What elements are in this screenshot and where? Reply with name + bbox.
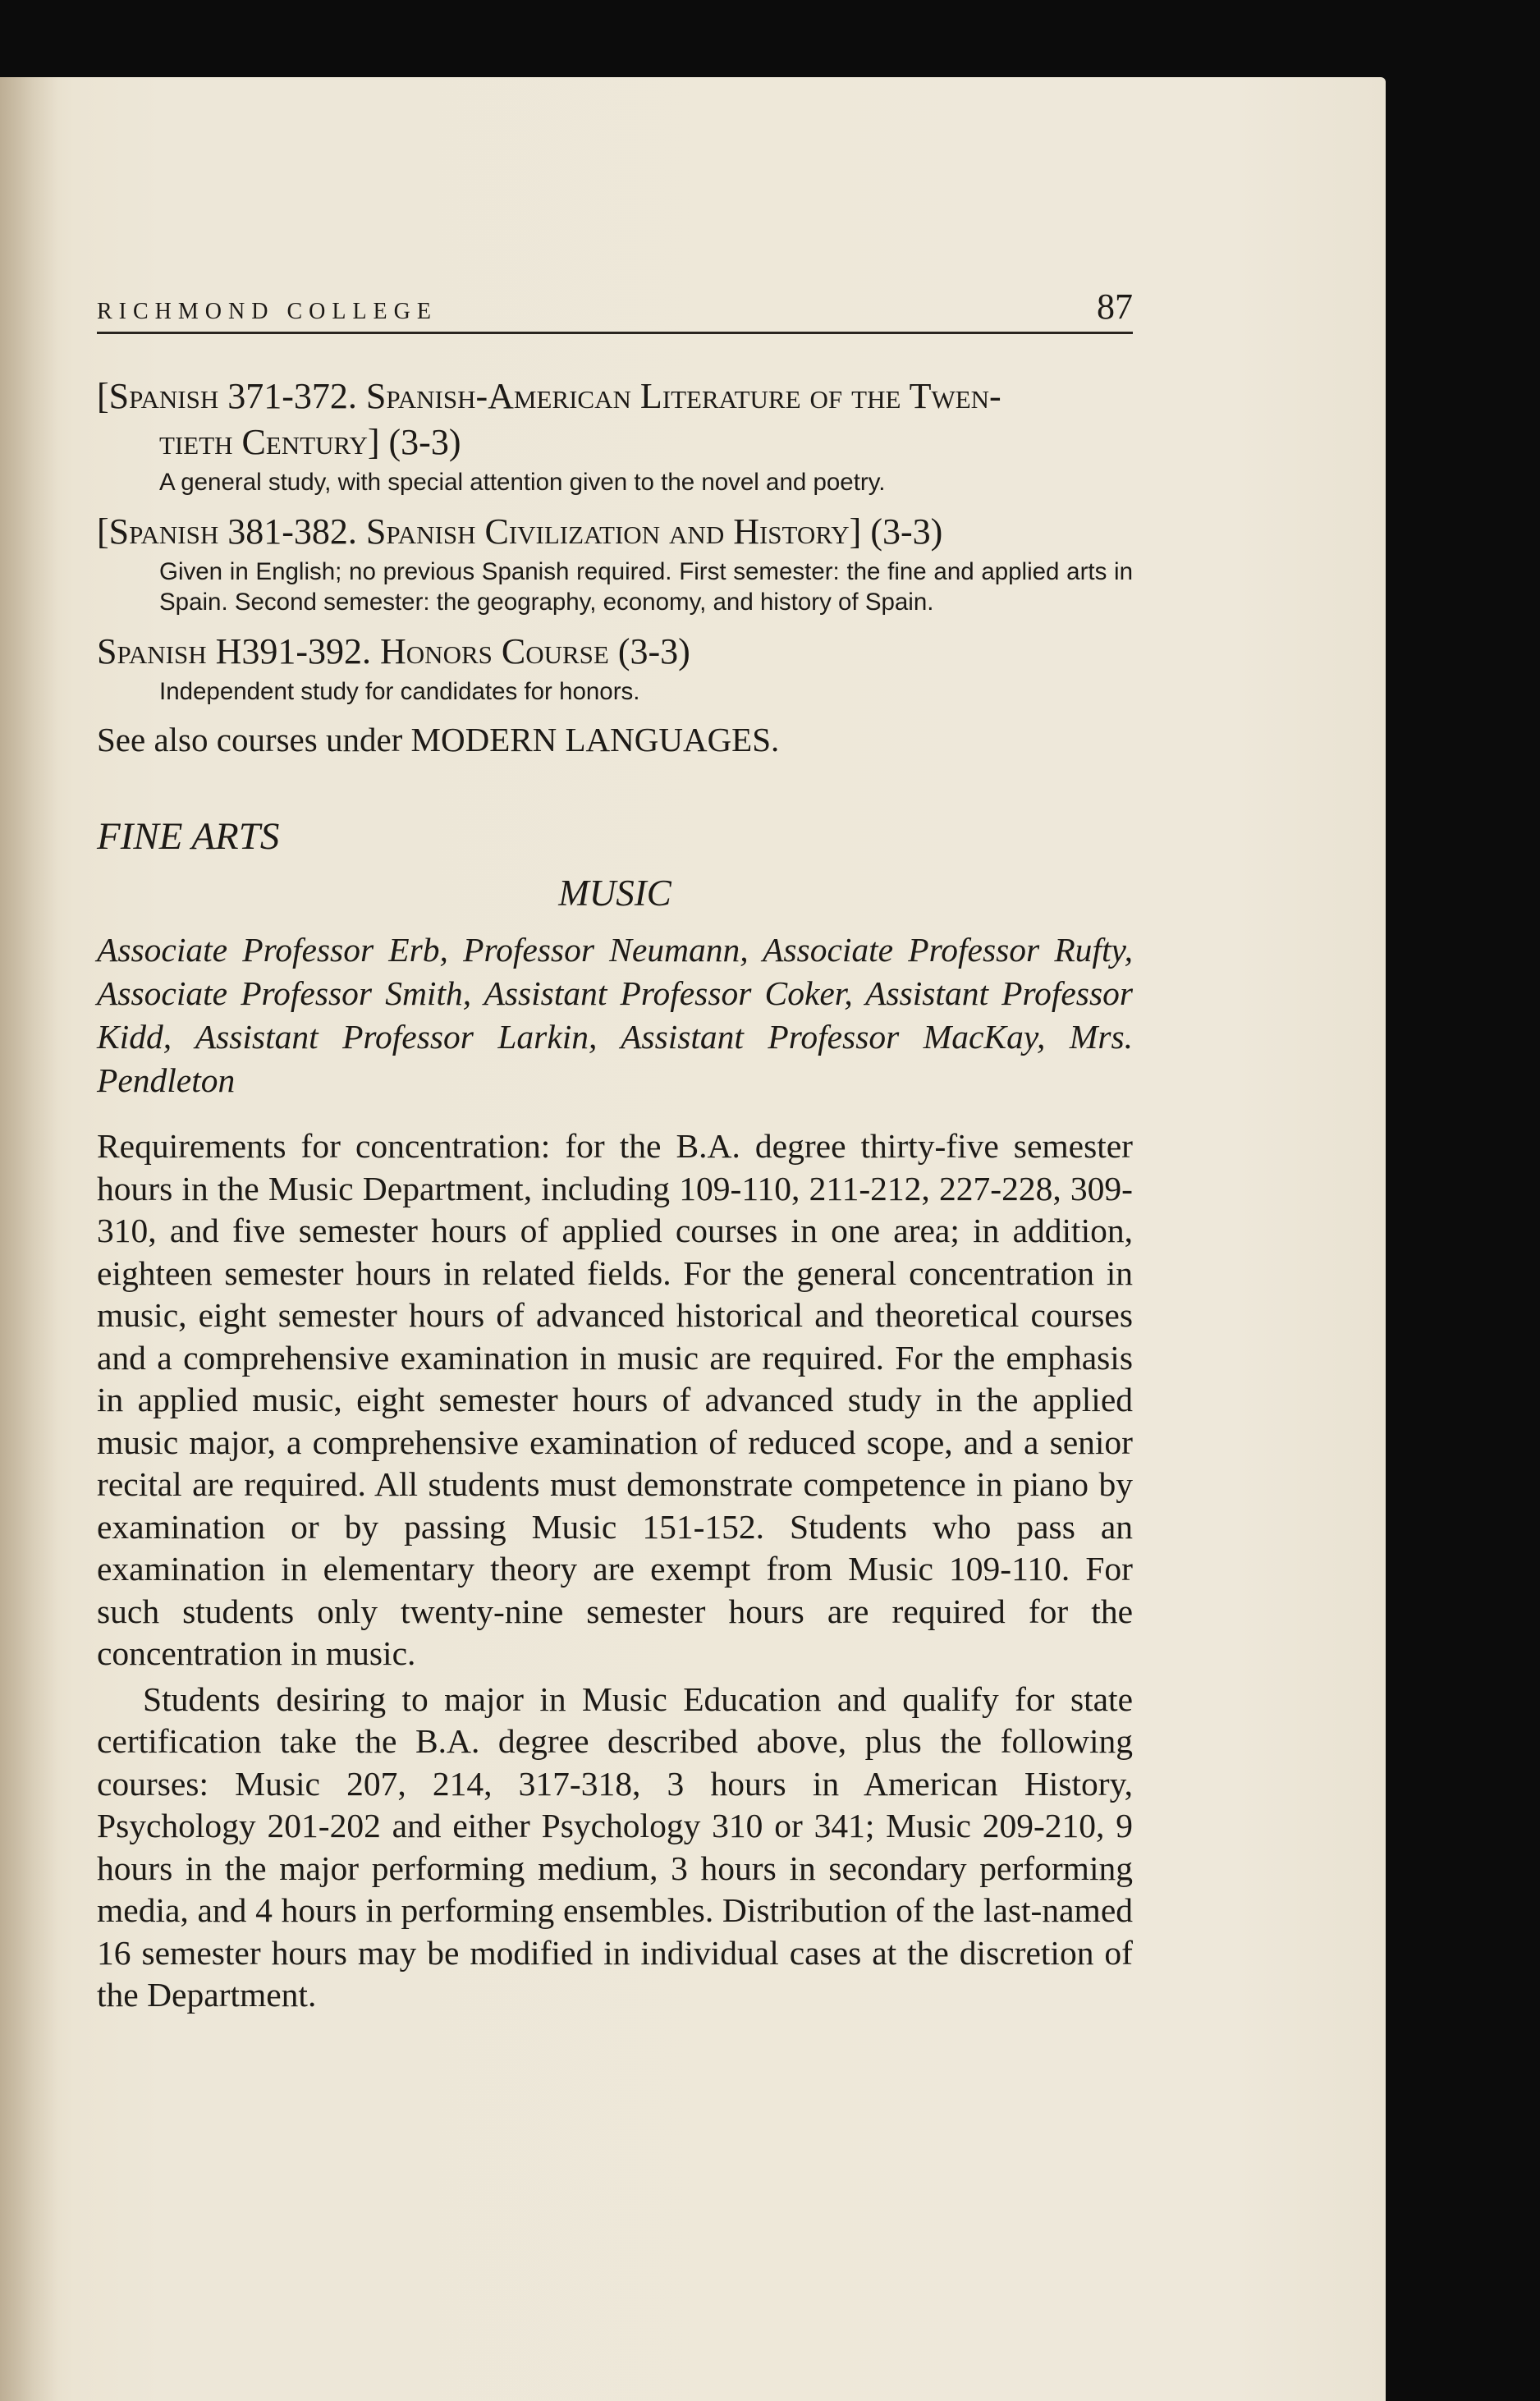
faculty-list: Associate Professor Erb, Professor Neumann, Associate Professor Rufty, Associate Professor Smith, Assistant Professor Coker, Assistant Professor Kidd, Assistant Professor Larkin, Assistant Professor MacKay, Mrs. Pendleton	[97, 931, 1133, 1099]
subsection-title: MUSIC	[558, 873, 671, 914]
running-head	[97, 286, 1133, 334]
course-description: Given in English; no previous Spanish required. First semester: the fine and applied arts in Spain. Second semester: the geography, economy, and history of Spain.	[159, 558, 1133, 616]
see-also-note: See also courses under MODERN LANGUAGES.	[97, 721, 780, 758]
book-page	[0, 77, 1386, 2401]
course-heading-spanish-h391	[97, 629, 1133, 675]
course-description: A general study, with special attention given to the novel and poetry.	[159, 469, 886, 496]
course-heading-spanish-381	[97, 509, 1133, 555]
course-heading-continuation: tieth Century] (3-3)	[159, 422, 461, 462]
section-title: FINE ARTS	[97, 815, 280, 858]
body-paragraph-requirements: Requirements for concentration: for the B.A. degree thirty-five semester hours in the Music Department, including 109-110, 211-212, 227-228, 309-310, and five semester hours of applied courses in one area; in addition, eighteen semester hours in related fields. For the general concentration in music, eight semester hours of advanced historical and theoretical courses and a comprehensive examination in music are required. For the emphasis in applied music, eight semester hours of advanced study in the applied music major, a comprehensive examination of reduced scope, and a senior recital are required. All students must demonstrate competence in piano by examination or by passing Music 151-152. Students who pass an examination in elementary theory are exempt from Music 109-110. For such students only twenty-nine semester hours are required for the concentration in music.	[97, 1127, 1133, 1672]
running-head-title: RICHMOND COLLEGE	[97, 299, 438, 324]
page-binding-shadow	[0, 77, 57, 2401]
page-number: 87	[1097, 286, 1133, 327]
course-heading-line: [Spanish 371-372. Spanish-American Literature of the Twen-	[97, 376, 1001, 416]
course-description: Independent study for candidates for honors.	[159, 678, 640, 705]
course-heading-line: Spanish H391-392. Honors Course (3-3)	[97, 631, 690, 671]
page-content	[97, 286, 1133, 2017]
course-heading-spanish-371	[97, 373, 1133, 465]
body-paragraph-music-education: Students desiring to major in Music Education and qualify for state certification take the B.A. degree described above, plus the following courses: Music 207, 214, 317-318, 3 hours in American History, Psychology 201-202 and either Psychology 310 or 341; Music 209-210, 9 hours in the major performing medium, 3 hours in secondary performing media, and 4 hours in performing ensembles. Distribution of the last-named 16 semester hours may be modified in individual cases at the discretion of the Department.	[97, 1679, 1133, 2014]
course-heading-line: [Spanish 381-382. Spanish Civilization and History] (3-3)	[97, 511, 943, 552]
